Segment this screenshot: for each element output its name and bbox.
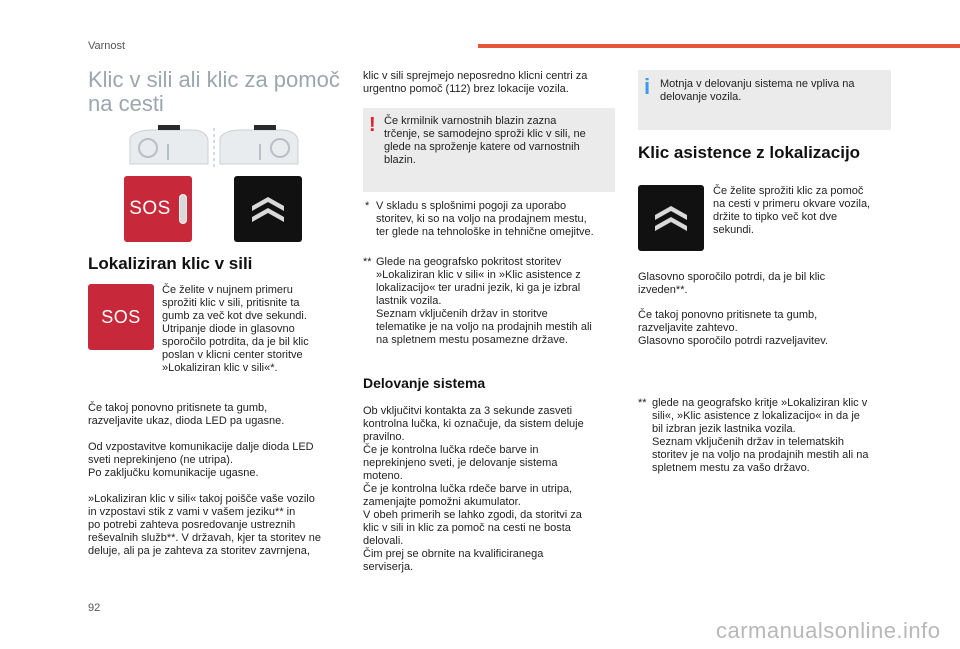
section-label: Varnost <box>88 40 126 52</box>
system-operation-text: Ob vključitvi kontakta za 3 sekunde zasveti kontrolna lučka, ki označuje, da sistem deluje pravilno. Če je kontrolna lučka rdeče barve in neprekinjeno sveti, je delovanje sistema moteno. Če je kontrolna lučka rdeče barve in utripa, zamenjajte pomožni akumulator. V obeh primerih se lahko zgodi, da storitvi za klic v sili in klic za pomoč na cesti ne bosta delovali. Čim prej se obrnite na kvalificiranega serviserja. <box>363 405 584 573</box>
overhead-console-illustration <box>124 124 304 174</box>
header-accent-bar <box>478 44 960 48</box>
watermark: carmanualsonline.info <box>716 618 941 643</box>
assistance-button-illustration <box>234 176 302 242</box>
footnote-2-text: Glede na geografsko pokritost storitev »Lokaliziran klic v sili« in »Klic asistence z lokalizacijo« ter uradni jezik, ki ga je izbral lastnik vozila. Seznam vključenih držav in storitve telematike je na voljo na prodajnih mestih ali na spletnem mestu posamezne države. <box>376 256 592 346</box>
emergency-location-text: »Lokaliziran klic v sili« takoj poišče vaše vozilo in vzpostavi stik z vami v vašem jeziku** in po potrebi zahteva posredovanje ustreznih reševalnih služb**. V državah, kjer ta storitev ne deluje, ali pa je zahteva za storitev zavrnjena, <box>88 493 321 557</box>
sos-button-icon <box>179 194 187 224</box>
emergency-cancel-text: Če takoj ponovno pritisnete ta gumb, razveljavite ukaz, dioda LED pa ugasne. <box>88 402 285 427</box>
footnote-1-mark: * <box>365 200 370 212</box>
warning-text: Če krmilnik varnostnih blazin zazna trčenje, se samodejno sproži klic v sili, ne glede na sproženje katere od varnostnih blazin. <box>384 115 586 166</box>
assistance-button-image <box>638 185 704 251</box>
heading-assistance-call: Klic asistence z lokalizacijo <box>638 143 861 162</box>
emergency-continuation-text: klic v sili sprejmejo neposredno klicni centri za urgentno pomoč (112) brez lokacije vozila. <box>363 70 588 95</box>
footnote-2-mark: ** <box>363 256 372 268</box>
info-icon: i <box>644 74 651 99</box>
double-chevron-logo-icon <box>248 192 288 226</box>
emergency-led-text: Od vzpostavitve komunikacije dalje dioda LED sveti neprekinjeno (ne utripa). Po zaključku komunikacije ugasne. <box>88 441 314 479</box>
warning-note <box>363 108 615 192</box>
footnote-1-text: V skladu s splošnimi pogoji za uporabo storitev, ki so na voljo na prodajnem mestu, ter glede na tehnološke in tehnične omejitve. <box>376 200 594 238</box>
sos-button-image <box>88 284 154 350</box>
page-title: Klic v sili ali klic za pomoč na cesti <box>88 67 340 116</box>
heading-emergency-call: Lokaliziran klic v sili <box>88 254 253 273</box>
page-number: 92 <box>88 602 101 614</box>
assistance-cancel-text: Če takoj ponovno pritisnete ta gumb, razveljavite zahtevo. Glasovno sporočilo potrdi razveljavitev. <box>638 309 828 347</box>
warning-icon: ! <box>369 114 376 136</box>
assistance-confirm-text: Glasovno sporočilo potrdi, da je bil klic izveden**. <box>638 271 826 296</box>
emergency-intro-text: Če želite v nujnem primeru sprožiti klic v sili, pritisnite ta gumb za več kot dve sekundi. Utripanje diode in glasovno sporočilo potrdita, da je bil klic poslan v klicni center storitve »Lokaliziran klic v sili«*. <box>162 284 309 374</box>
sos-small-label: SOS <box>101 306 141 327</box>
heading-system-operation: Delovanje sistema <box>363 375 486 391</box>
footnote-3-text: glede na geografsko kritje »Lokaliziran klic v sili«, »Klic asistence z lokalizacijo« in da je bil izbran jezik lastnika vozila. Seznam vključenih držav in telematskih storitev je na voljo na prodajnih mestih ali na spletnem mestu za vašo državo. <box>652 397 869 474</box>
sos-button-illustration <box>124 176 192 242</box>
info-note <box>638 70 891 130</box>
footnote-3-mark: ** <box>638 397 647 409</box>
sos-label: SOS <box>129 198 171 219</box>
double-chevron-logo-icon <box>651 201 691 235</box>
assistance-intro-text: Če želite sprožiti klic za pomoč na cesti v primeru okvare vozila, držite to tipko več kot dve sekundi. <box>713 185 871 236</box>
info-text: Motnja v delovanju sistema ne vpliva na delovanje vozila. <box>660 78 855 103</box>
